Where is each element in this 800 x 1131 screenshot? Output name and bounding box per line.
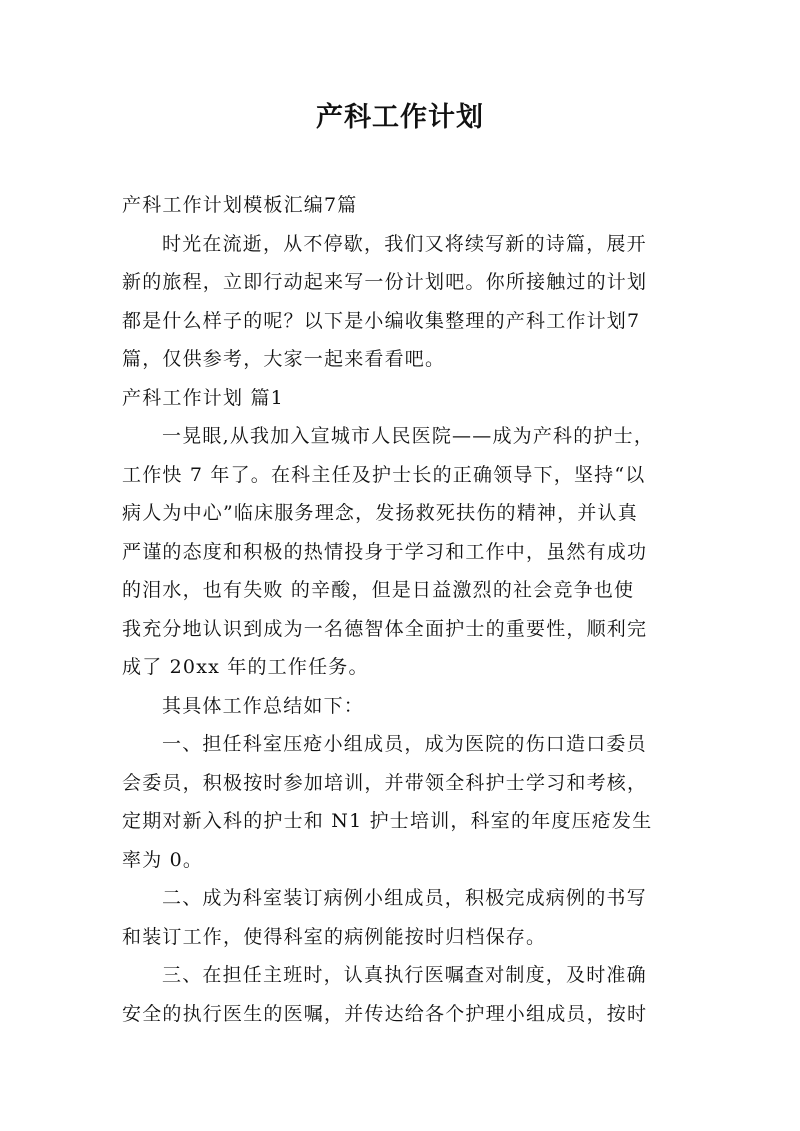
body-line: 新的旅程，立即行动起来写一份计划吧。你所接触过的计划 (122, 271, 648, 293)
body-line: 病人为中心”临床服务理念，发扬救死扶伤的精神，并认真 (122, 502, 638, 524)
body-line: 篇，仅供参考，大家一起来看看吧。 (122, 348, 446, 370)
body-line: 二、成为科室装订病例小组成员，积极完成病例的书写 (162, 887, 647, 909)
body-line: 产科工作计划 篇1 (122, 386, 284, 409)
body-line: 严谨的态度和积极的热情投身于学习和工作中，虽然有成功 (122, 540, 648, 563)
body-line: 都是什么样子的呢？以下是小编收集整理的产科工作计划7 (122, 309, 641, 332)
body-line: 定期对新入科的护士和 N1 护士培训，科室的年度压疮发生 (122, 810, 653, 832)
body-line: 其具体工作总结如下： (162, 694, 365, 717)
document-body (122, 186, 682, 1033)
body-line: 会委员，积极按时参加培训，并带领全科护士学习和考核， (122, 771, 648, 794)
body-line: 一晃眼,从我加入宣城市人民医院——成为产科的护士， (162, 425, 655, 447)
body-line: 安全的执行医生的医嘱，并传达给各个护理小组成员，按时 (122, 1002, 648, 1025)
document-title: 产科工作计划 (316, 102, 484, 133)
body-line: 的泪水，也有失败 的辛酸，但是日益激烈的社会竞争也使 (122, 579, 635, 601)
body-line: 成了 20xx 年的工作任务。 (122, 656, 369, 678)
body-line: 产科工作计划模板汇编7篇 (122, 194, 358, 216)
body-line: 一、担任科室压疮小组成员，成为医院的伤口造口委员 (162, 733, 647, 755)
body-line: 我充分地认识到成为一名德智体全面护士的重要性，顺利完 (122, 617, 648, 640)
body-line: 时光在流逝，从不停歇，我们又将续写新的诗篇，展开 (162, 232, 647, 255)
body-line: 率为 0。 (122, 848, 204, 871)
body-line: 工作快 7 年了。在科主任及护士长的正确领导下，坚持“以 (122, 463, 646, 486)
body-line: 和装订工作，使得科室的病例能按时归档保存。 (122, 925, 547, 948)
body-line: 三、在担任主班时，认真执行医嘱查对制度，及时准确 (162, 964, 647, 986)
